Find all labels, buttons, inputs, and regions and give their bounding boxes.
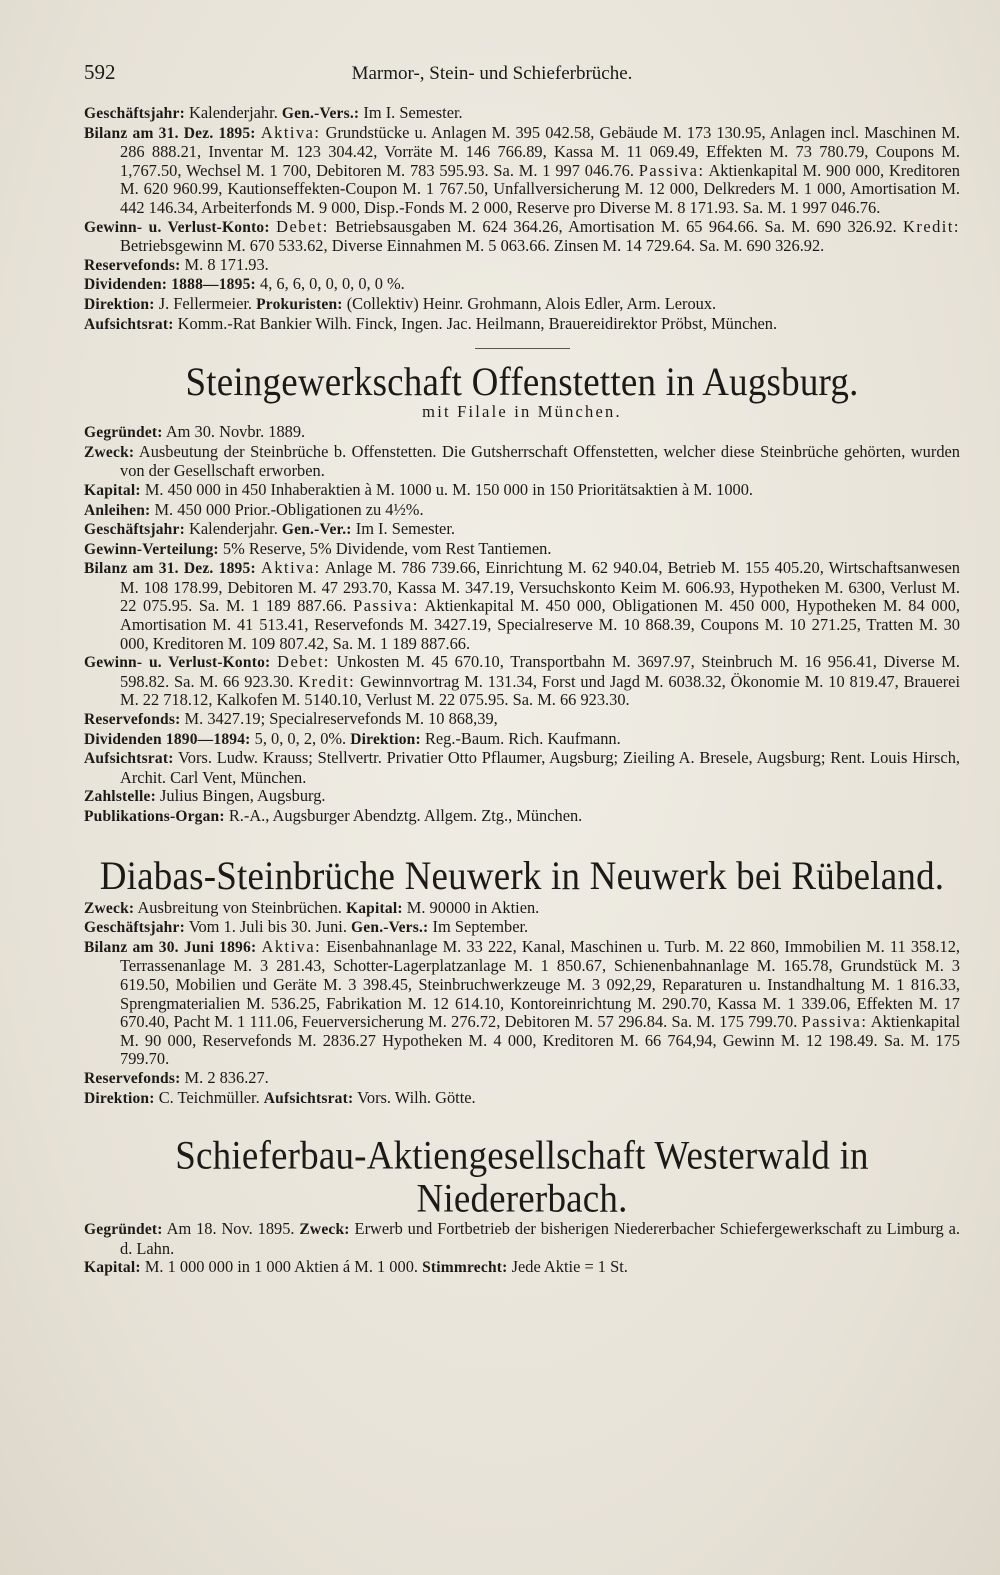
paragraph-zweck: Zweck: Ausbeutung der Steinbrüche b. Offenstetten. Die Gutsherrschaft Offenstetten, welcher diese Steinbrüche gehörten, wurden von der Gesellschaft erworben.	[84, 441, 960, 481]
entry-title: Steingewerkschaft Offenstetten in Augsburg.	[185, 360, 859, 405]
paragraph-direktion: Direktion: C. Teichmüller. Aufsichtsrat: Vors. Wilh. Götte.	[84, 1087, 476, 1107]
paragraph-dividenden: Dividenden 1890—1894: 5, 0, 0, 2, 0%. Direktion: Reg.-Baum. Rich. Kaufmann.	[84, 728, 621, 748]
paragraph-geschaeftsjahr: Geschäftsjahr: Vom 1. Juli bis 30. Juni. Gen.-Vers.: Im September.	[84, 917, 529, 937]
paragraph-bilanz: Bilanz am 30. Juni 1896: Aktiva: Eisenbahnanlage M. 33 222, Kanal, Maschinen u. Turb. M. 22 860, Immobilien M. 11 358.12, Terrassenanlage M. 3 281.43, Schotter-Lagerplatzanlage M. 1 850.67, Schienenbahnanlage M. 165.78, Grundstück M. 3 619.50, Mobilien und Geräte M. 3 398.45, Steinbruchwerkzeuge M. 3 092,29, Reparaturen u. Instandhaltung M. 1 816.33, Sprengmaterialien M. 536.25, Fabrikation M. 12 614.10, Kontoreinrichtung M. 290.70, Kassa M. 1 339.06, Effekten M. 17 670.40, Pacht M. 1 111.06, Feuerversicherung M. 276.72, Debitoren M. 57 296.84. Sa. M. 175 799.70. Passiva: Aktienkapital M. 90 000, Reservefonds M. 2836.27 Hypotheken M. 4 000, Kreditoren M. 66 764,94, Gewinn M. 12 198.49. Sa. M. 175 799.70.	[84, 936, 960, 1069]
paragraph-zahlstelle: Zahlstelle: Julius Bingen, Augsburg.	[84, 786, 326, 806]
paragraph-gegruendet-zweck: Gegründet: Am 18. Nov. 1895. Zweck: Erwerb und Fortbetrieb der bisherigen Niedererbacher Schiefergewerkschaft zu Limburg a. d. Lahn.	[84, 1219, 960, 1258]
paragraph-reservefonds: Reservefonds: M. 2 836.27.	[84, 1067, 269, 1087]
section-divider	[475, 348, 570, 349]
entry-title: Schieferbau-Aktiengesellschaft Westerwald in Niedererbach.	[175, 1133, 869, 1222]
entry-continued	[84, 104, 960, 334]
page-number: 592	[84, 60, 116, 84]
paragraph-publikations-organ: Publikations-Organ: R.-A., Augsburger Abendztg. Allgem. Ztg., München.	[84, 806, 583, 825]
entry-steingewerkschaft-offenstetten	[84, 360, 961, 826]
entry-diabas-steinbrueche	[84, 853, 960, 1109]
paragraph-bilanz: Bilanz am 31. Dez. 1895: Aktiva: Grundstücke u. Anlagen M. 395 042.58, Gebäude M. 173 130.95, Anlagen incl. Maschinen M. 286 888.21, Inventar M. 123 304.42, Vorräte M. 146 766.89, Kassa M. 11 069.49, Effekten M. 73 780.79, Coupons M. 1,767.50, Wechsel M. 1 700, Debitoren M. 783 595.93. Sa. M. 1 997 046.76. Passiva: Aktienkapital M. 900 000, Kreditoren M. 620 960.99, Kautionseffekten-Coupon M. 1 767.50, Unfallversicherung M. 12 000, Delkreders M. 1 000, Amortisation M. 442 146.34, Arbeiterfonds M. 9 000, Disp.-Fonds M. 2 000, Reserve pro Diverse M. 8 171.93. Sa. M. 1 997 046.76.	[84, 122, 960, 217]
paragraph-geschaeftsjahr: Geschäftsjahr: Kalenderjahr. Gen.-Ver.: Im I. Semester.	[84, 519, 455, 539]
paragraph-kapital: Kapital: M. 1 000 000 in 1 000 Aktien á M. 1 000. Stimmrecht: Jede Aktie = 1 St.	[84, 1257, 628, 1277]
paragraph-bilanz: Bilanz am 31. Dez. 1895: Aktiva: Anlage M. 786 739.66, Einrichtung M. 62 940.04, Betrieb M. 155 405.20, Wirtschaftsanwesen M. 108 178.99, Debitoren M. 47 293.70, Kassa M. 347.19, Versuchskonto Keim M. 606.93, Hypotheken M. 6300, Verlust M. 22 075.95. Sa. M. 1 189 887.66. Passiva: Aktienkapital M. 450 000, Obligationen M. 450 000, Hypotheken M. 84 000, Amortisation M. 41 513.41, Reservefonds M. 3427.19, Specialreserve M. 10 868.39, Coupons M. 10 271.25, Tratten M. 30 000, Kreditoren M. 109 807.42, Sa. M. 1 189 887.66.	[84, 558, 960, 653]
paragraph-gewinn-verlust: Gewinn- u. Verlust-Konto: Debet: Betriebsausgaben M. 624 364.26, Amortisation M. 65 964.66. Sa. M. 690 326.92. Kredit: Betriebsgewinn M. 670 533.62, Diverse Einnahmen M. 5 063.66. Zinsen M. 14 729.64. Sa. M. 690 326.92.	[84, 216, 960, 256]
paragraph-gegruendet: Gegründet: Am 30. Novbr. 1889.	[84, 422, 306, 442]
paragraph-aufsichtsrat: Aufsichtsrat: Komm.-Rat Bankier Wilh. Finck, Ingen. Jac. Heilmann, Brauereidirektor Pröbst, München.	[84, 313, 778, 333]
paragraph-gewinn-verteilung: Gewinn-Verteilung: 5% Reserve, 5% Dividende, vom Rest Tantiemen.	[84, 538, 552, 558]
paragraph-geschaeftsjahr: Geschäftsjahr: Kalenderjahr. Gen.-Vers.: Im I. Semester.	[84, 103, 463, 122]
paragraph-direktion: Direktion: J. Fellermeier. Prokuristen: (Collektiv) Heinr. Grohmann, Alois Edler, Arm. Leroux.	[84, 293, 717, 313]
paragraph-gewinn-verlust: Gewinn- u. Verlust-Konto: Debet: Unkosten M. 45 670.10, Transportbahn M. 3697.97, Steinbruch M. 16 956.41, Diverse M. 598.82. Sa. M. 66 923.30. Kredit: Gewinnvortrag M. 131.34, Forst und Jagd M. 6038.32, Ökonomie M. 10 819.47, Brauerei M. 22 718.12, Kalkofen M. 5140.10, Verlust M. 22 075.95. Sa. M. 66 923.30.	[84, 652, 961, 710]
entry-schieferbau-westerwald	[84, 1133, 960, 1278]
paragraph-kapital: Kapital: M. 450 000 in 450 Inhaberaktien à M. 1000 u. M. 150 000 in 150 Prioritätsaktien à M. 1000.	[84, 479, 754, 499]
paragraph-anleihen: Anleihen: M. 450 000 Prior.-Obligationen zu 4½%.	[84, 499, 424, 519]
paragraph-reservefonds: Reservefonds: M. 8 171.93.	[84, 254, 269, 274]
running-head: Marmor-, Stein- und Schieferbrüche.	[351, 63, 633, 84]
paragraph-aufsichtsrat: Aufsichtsrat: Vors. Ludw. Krauss; Stellvertr. Privatier Otto Pflaumer, Augsburg; Zieiling A. Bresele, Augsburg; Rent. Louis Hirsch, Archit. Carl Vent, München.	[84, 748, 960, 787]
page-header	[84, 60, 960, 94]
paragraph-zweck-kapital: Zweck: Ausbreitung von Steinbrüchen. Kapital: M. 90000 in Aktien.	[84, 897, 540, 917]
entry-title: Diabas-Steinbrüche Neuwerk in Neuwerk bei Rübeland.	[99, 853, 945, 899]
paragraph-reservefonds: Reservefonds: M. 3427.19; Specialreservefonds M. 10 868,39,	[84, 709, 498, 729]
entry-subtitle: mit Filale in München.	[422, 402, 622, 422]
paragraph-dividenden: Dividenden: 1888—1895: 4, 6, 6, 0, 0, 0, 0, 0 %.	[84, 274, 405, 294]
